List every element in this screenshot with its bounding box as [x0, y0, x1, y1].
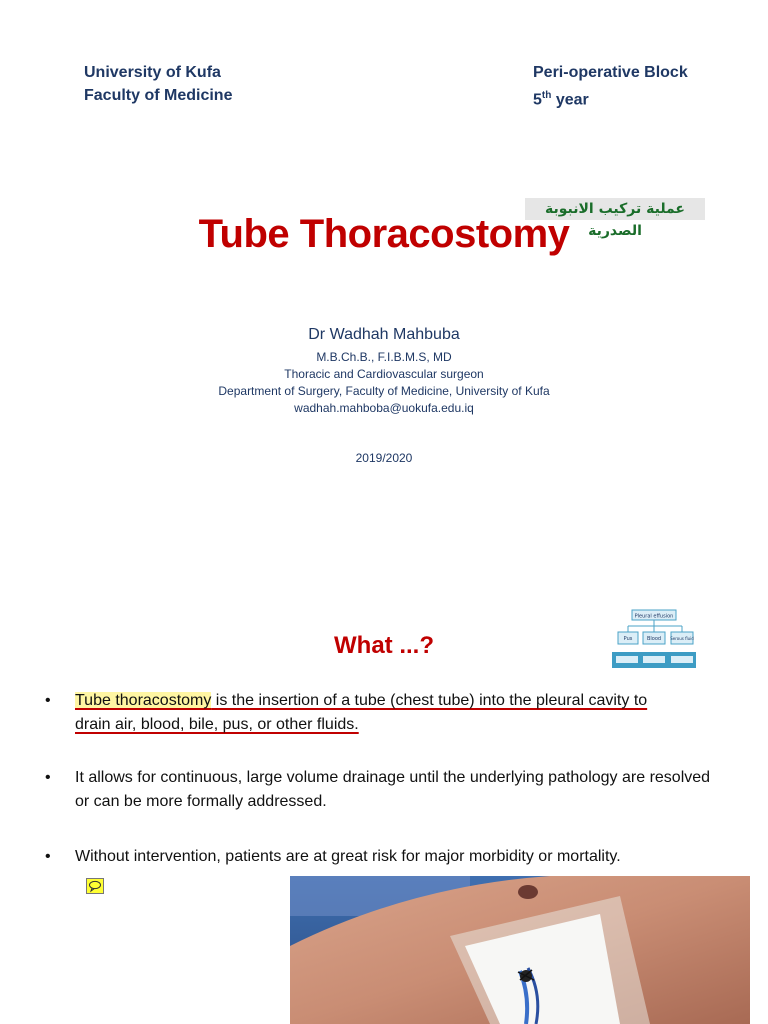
bullet-item-1 — [45, 689, 725, 739]
author-department: Department of Surgery, Faculty of Medicine, University of Kufa — [218, 384, 550, 398]
study-year — [533, 84, 688, 111]
bullet-1-line2: drain air, blood, bile, pus, or other fluids. — [75, 716, 359, 733]
diagram-box-2: Blood — [646, 636, 662, 642]
block-name: Peri-operative Block — [533, 64, 688, 81]
author-email[interactable]: wadhah.mahboba@uokufa.edu.iq — [294, 401, 474, 415]
highlighted-term: Tube thoracostomy — [75, 692, 212, 709]
diagram-top-label: Pleural effusion — [634, 613, 674, 620]
bullet-marker: • — [45, 692, 51, 709]
page-title: Tube Thoracostomy — [198, 212, 570, 256]
diagram-box-1: Pus — [623, 636, 633, 642]
study-year-word: year — [555, 91, 589, 109]
study-year-number: 5 — [533, 91, 542, 109]
author-degrees: M.B.Ch.B., F.I.B.M.S, MD — [316, 350, 452, 364]
header-left — [84, 61, 232, 107]
author-details — [0, 349, 768, 417]
author-name: Dr Wadhah Mahbuba — [308, 326, 460, 343]
study-year-suffix: th — [541, 90, 552, 101]
bullet-text-3: Without intervention, patients are at great risk for major morbidity or mortality. — [75, 848, 621, 865]
bullet-item-2 — [45, 766, 725, 816]
bullet-1-rest: is the insertion of a tube (chest tube) into the pleural cavity to — [211, 692, 648, 709]
bullet-text-1 — [75, 689, 725, 737]
faculty-name: Faculty of Medicine — [84, 87, 233, 104]
header-right — [533, 61, 688, 111]
bullet-item-3 — [45, 845, 725, 871]
section-heading: What ...? — [334, 632, 434, 659]
bullet-marker: • — [45, 769, 51, 786]
bullet-marker: • — [45, 848, 51, 865]
diagram-box-3: Serous fluid — [670, 636, 694, 641]
comment-icon[interactable] — [86, 878, 104, 894]
university-name: University of Kufa — [84, 64, 221, 81]
chest-tube-photo — [290, 876, 750, 1024]
arabic-subtitle: عملية تركيب الانبوبة الصدرية — [525, 198, 705, 220]
bullet-text-2: It allows for continuous, large volume drainage until the underlying pathology are resolved or can be more formally addressed. — [75, 769, 711, 810]
author-role: Thoracic and Cardiovascular surgeon — [284, 367, 484, 381]
academic-year: 2019/2020 — [355, 451, 413, 465]
